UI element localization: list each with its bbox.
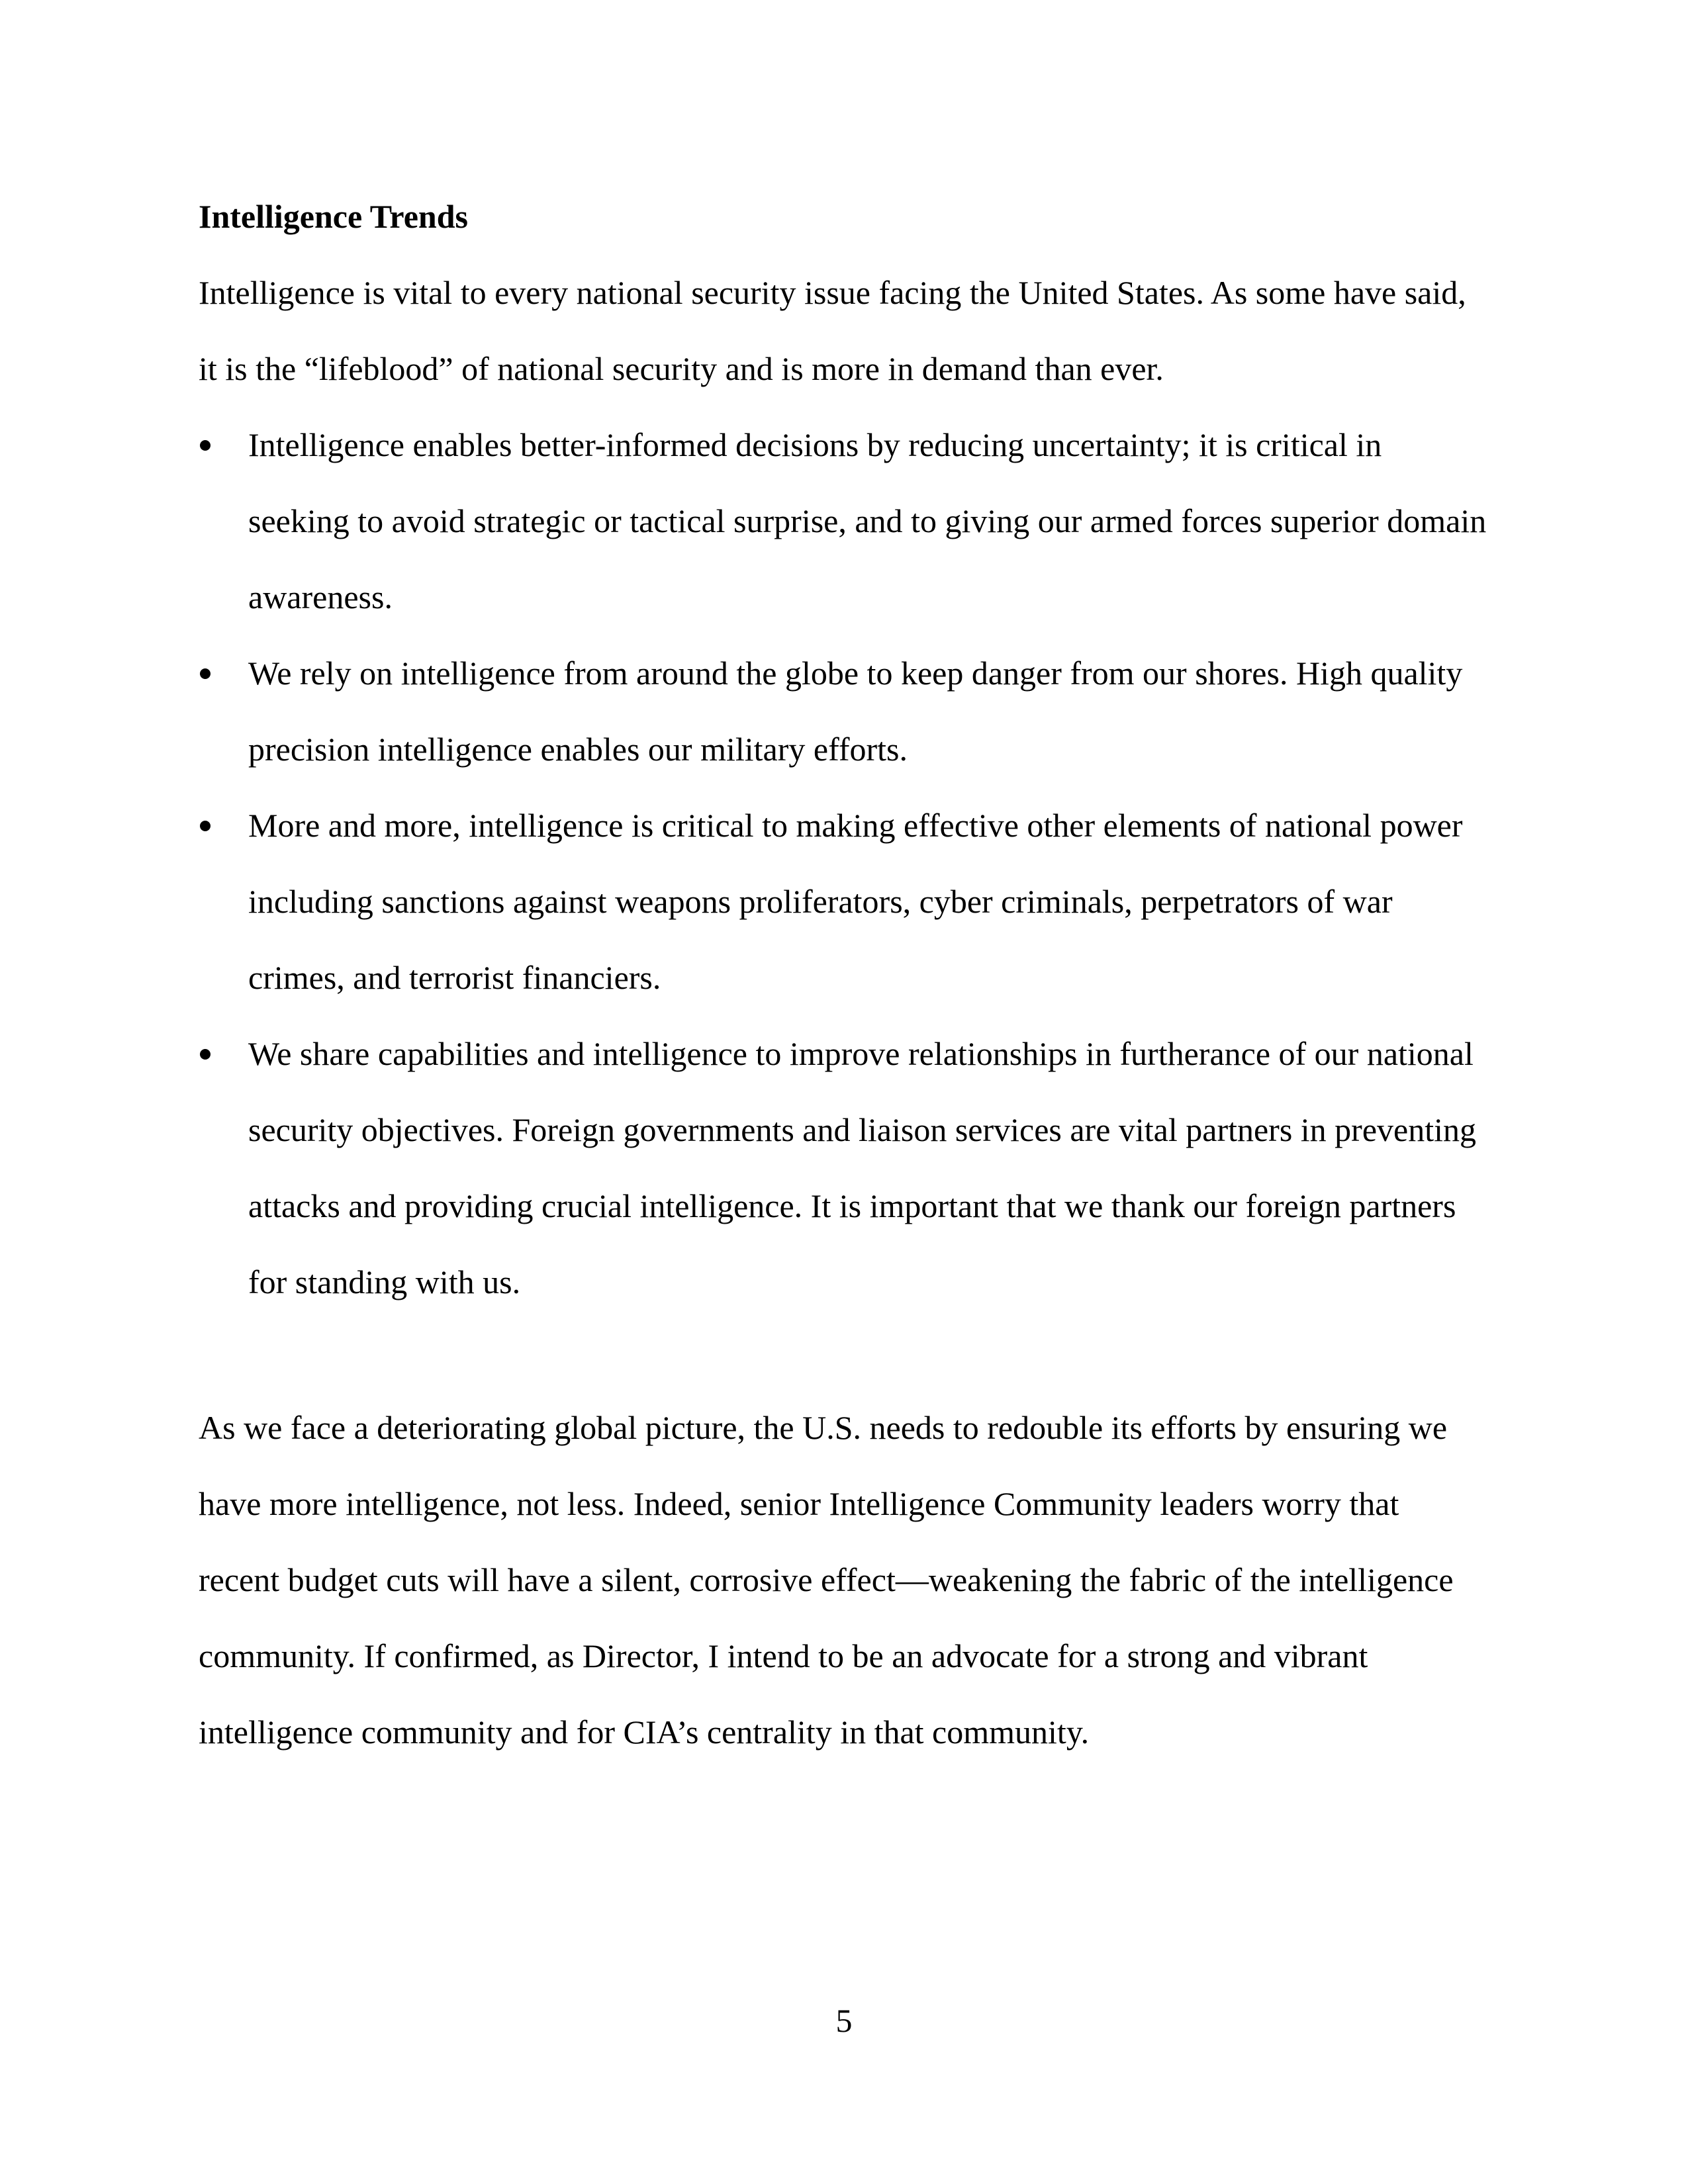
section-heading: Intelligence Trends	[199, 198, 468, 235]
text-line: it is the “lifeblood” of national security and is more in demand than ever.	[199, 350, 1164, 387]
text-line: More and more, intelligence is critical to making effective other elements of national power	[248, 807, 1463, 844]
bullet-item	[199, 1016, 1516, 1320]
text-line: for standing with us.	[248, 1263, 521, 1300]
text-line: security objectives. Foreign governments and liaison services are vital partners in preventing	[248, 1111, 1477, 1148]
text-line: As we face a deteriorating global picture, the U.S. needs to redouble its efforts by ensuring we	[199, 1409, 1448, 1446]
text-line: intelligence community and for CIA’s centrality in that community.	[199, 1713, 1090, 1751]
text-line: Intelligence enables better-informed decisions by reducing uncertainty; it is critical in	[248, 426, 1382, 463]
text-line: including sanctions against weapons proliferators, cyber criminals, perpetrators of war	[248, 883, 1393, 920]
bullet-item	[199, 635, 1516, 788]
text-line: seeking to avoid strategic or tactical surprise, and to giving our armed forces superior domain	[248, 502, 1487, 539]
text-line: attacks and providing crucial intelligence. It is important that we thank our foreign partners	[248, 1187, 1456, 1224]
text-line: We rely on intelligence from around the globe to keep danger from our shores. High quality	[248, 655, 1463, 692]
text-line: We share capabilities and intelligence to improve relationships in furtherance of our national	[248, 1035, 1474, 1072]
page-number: 5	[835, 2002, 853, 2039]
intro-paragraph	[199, 255, 1509, 407]
text-line: precision intelligence enables our military efforts.	[248, 731, 908, 768]
text-line: have more intelligence, not less. Indeed, senior Intelligence Community leaders worry that	[199, 1485, 1399, 1522]
text-line: community. If confirmed, as Director, I intend to be an advocate for a strong and vibrant	[199, 1637, 1368, 1674]
bullet-list	[199, 407, 1516, 1320]
text-line: recent budget cuts will have a silent, corrosive effect—weakening the fabric of the intelligence	[199, 1561, 1454, 1598]
bullet-item	[199, 788, 1516, 1016]
text-line: awareness.	[248, 578, 393, 615]
bullet-item	[199, 407, 1516, 635]
text-line: crimes, and terrorist financiers.	[248, 959, 661, 996]
text-line: Intelligence is vital to every national security issue facing the United States. As some have said,	[199, 274, 1466, 311]
closing-paragraph	[199, 1390, 1509, 1770]
